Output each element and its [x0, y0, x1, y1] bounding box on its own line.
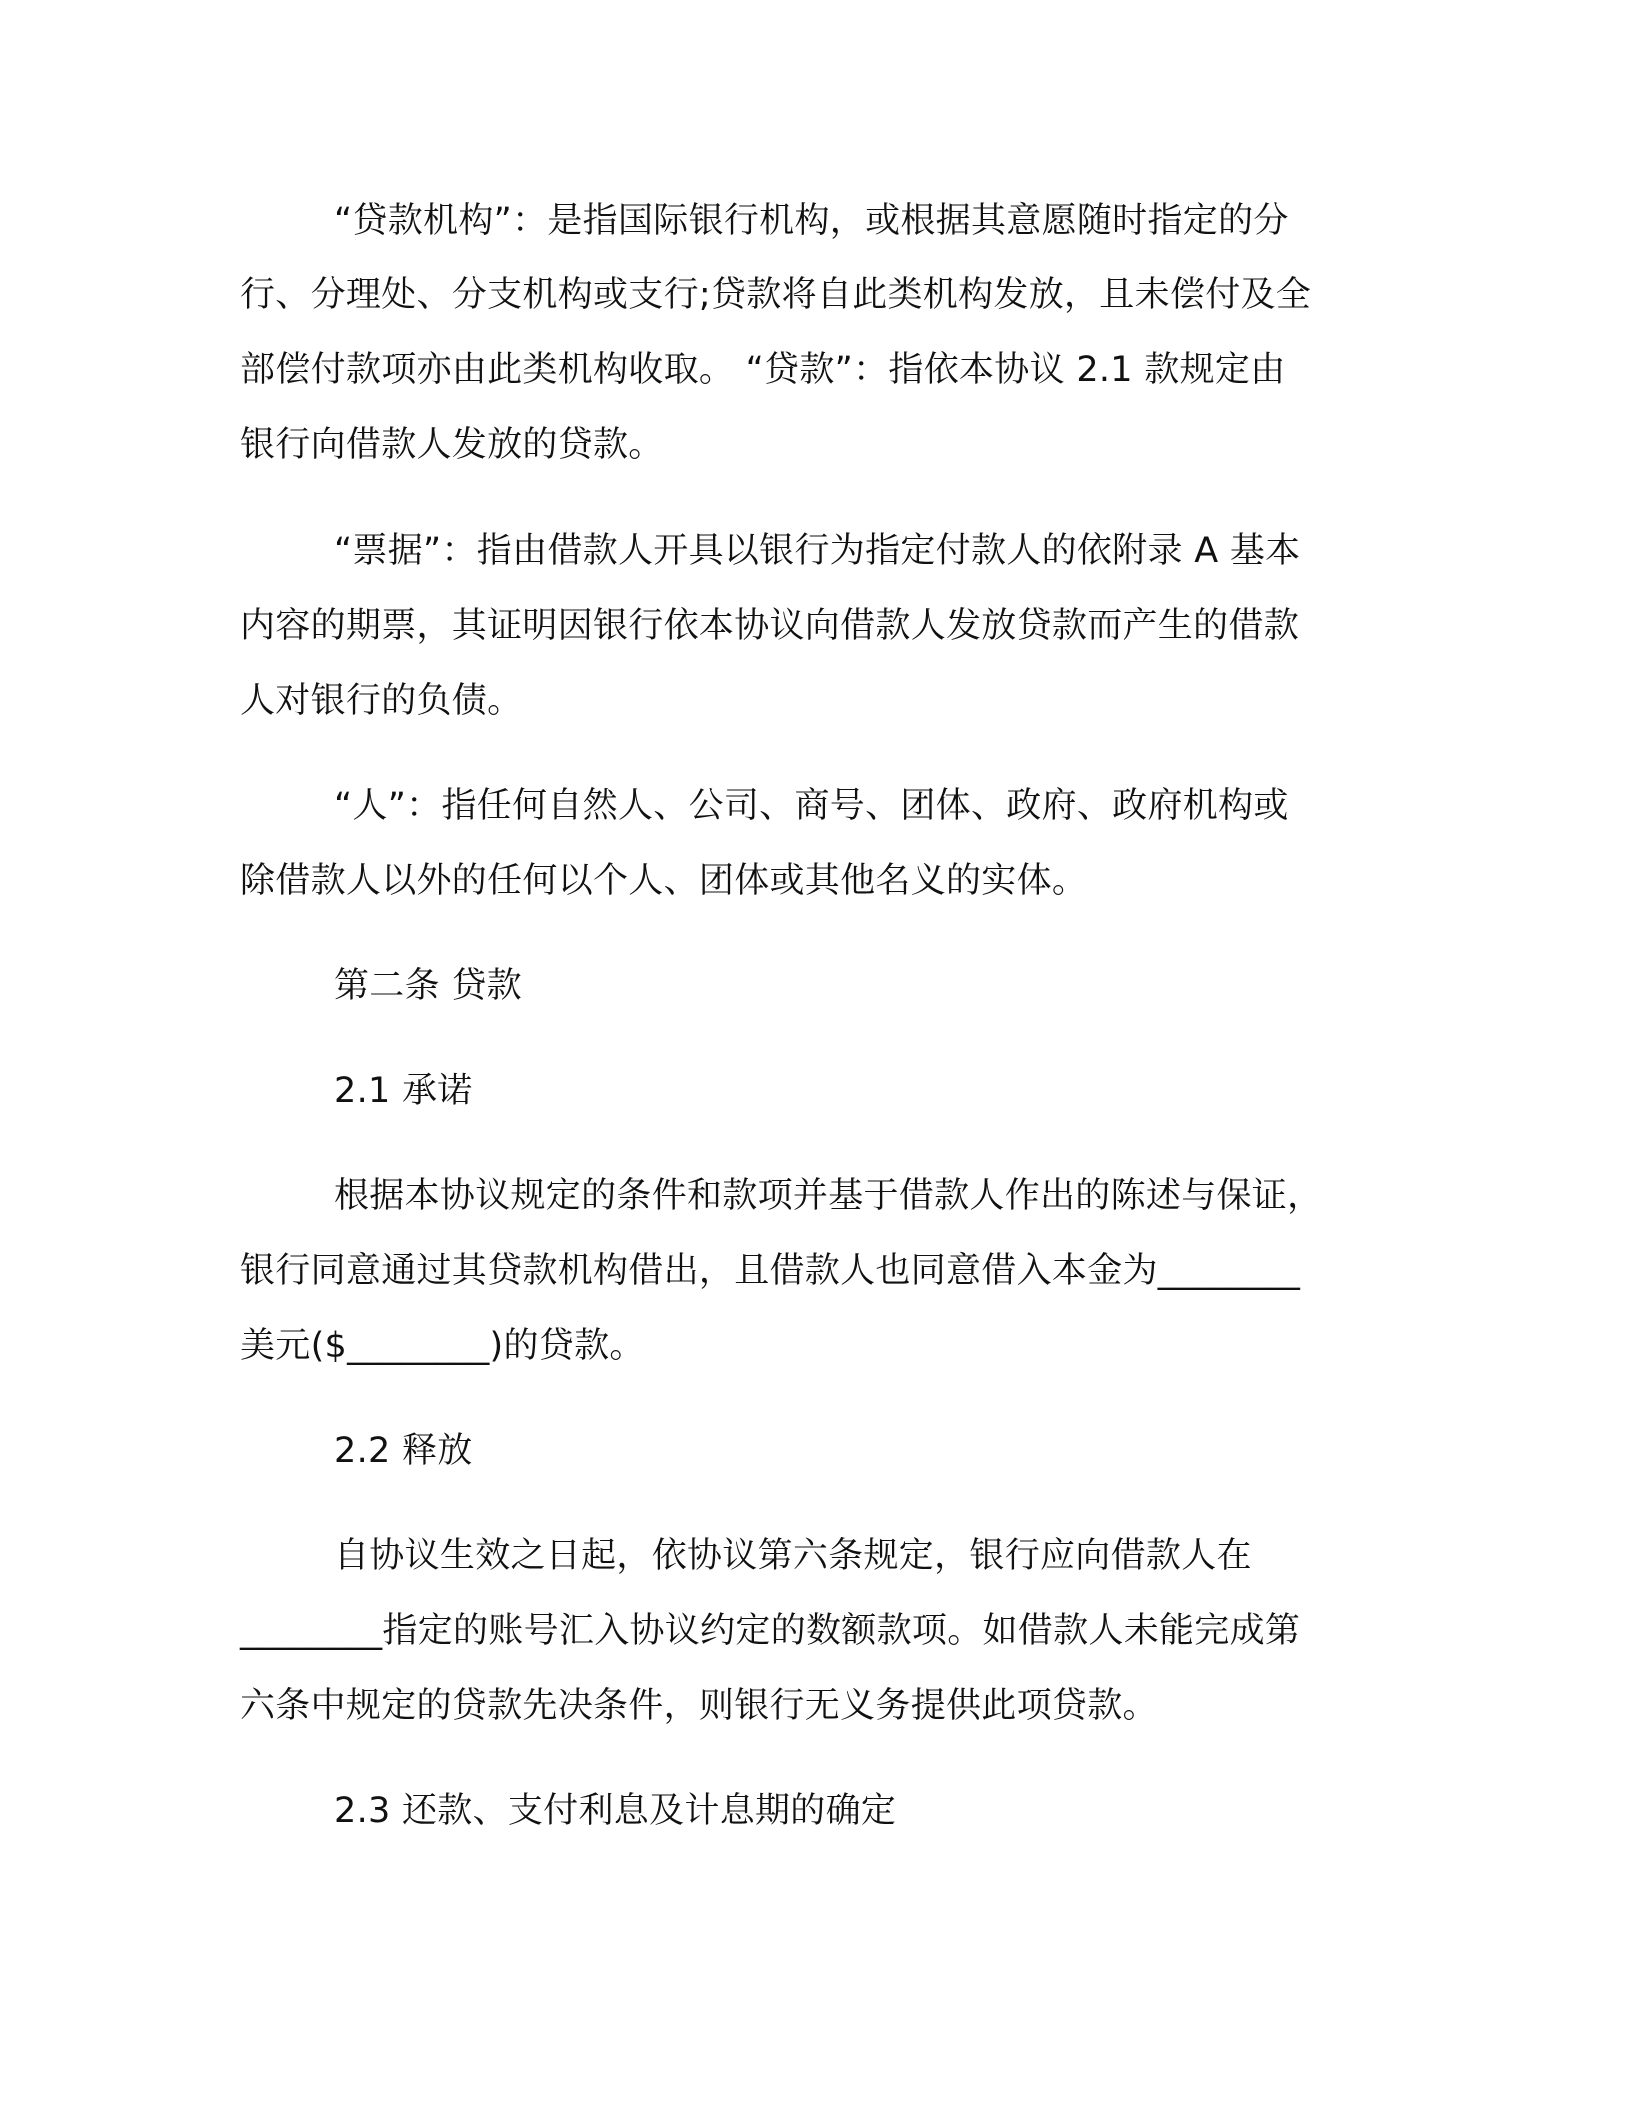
- text-line: 银行向借款人发放的贷款。: [240, 425, 664, 465]
- subsection-heading: 2.1 承诺: [334, 1071, 473, 1111]
- text-line: 人对银行的负债。: [240, 681, 523, 721]
- subsection-heading: 2.3 还款、支付利息及计息期的确定: [334, 1791, 897, 1831]
- text-line: 行、分理处、分支机构或支行;贷款将自此类机构发放，且未偿付及全: [240, 275, 1312, 315]
- text-line: “人”：指任何自然人、公司、商号、团体、政府、政府机构或: [334, 786, 1289, 826]
- text-line: “贷款机构”：是指国际银行机构，或根据其意愿随时指定的分: [334, 201, 1289, 241]
- text-line: 内容的期票，其证明因银行依本协议向借款人发放贷款而产生的借款: [240, 606, 1300, 646]
- section-heading: 第二条 贷款: [334, 966, 522, 1006]
- subsection-heading: 2.2 释放: [334, 1431, 473, 1471]
- text-line: “票据”：指由借款人开具以银行为指定付款人的依附录 A 基本: [334, 531, 1301, 571]
- text-line: 除借款人以外的任何以个人、团体或其他名义的实体。: [240, 861, 1088, 901]
- text-line: 根据本协议规定的条件和款项并基于借款人作出的陈述与保证，: [334, 1176, 1323, 1216]
- text-line: 美元($________)的贷款。: [240, 1326, 645, 1366]
- text-line: 银行同意通过其贷款机构借出，且借款人也同意借入本金为________: [240, 1251, 1301, 1291]
- text-line: 部偿付款项亦由此类机构收取。 “贷款”：指依本协议 2.1 款规定由: [240, 350, 1286, 390]
- text-line: ________指定的账号汇入协议约定的数额款项。如借款人未能完成第: [240, 1611, 1301, 1651]
- text-line: 六条中规定的贷款先决条件，则银行无义务提供此项贷款。: [240, 1686, 1158, 1726]
- text-line: 自协议生效之日起，依协议第六条规定，银行应向借款人在: [334, 1536, 1252, 1576]
